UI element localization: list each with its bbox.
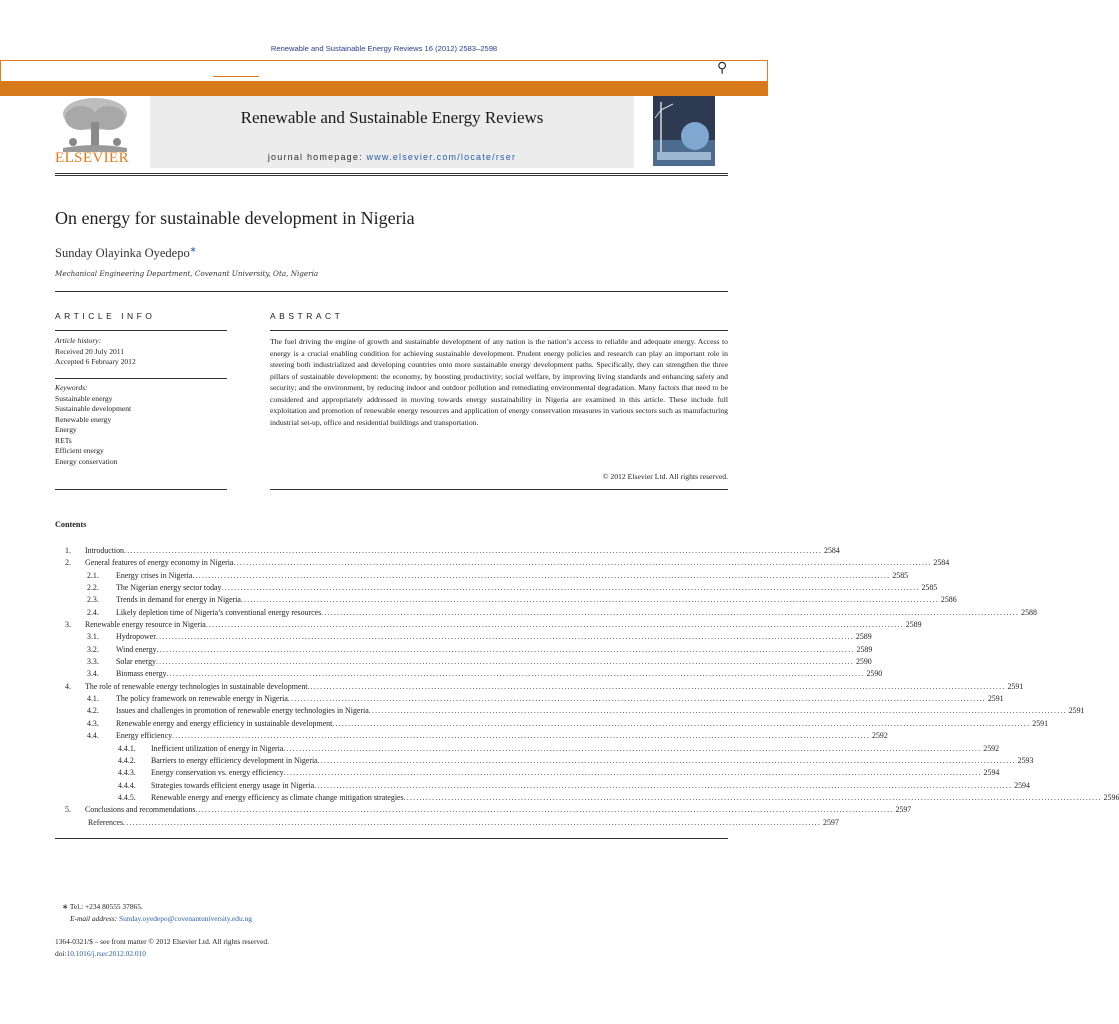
toc-leader: ............................................................................................................................................................................................................................ (287, 694, 986, 704)
accepted-date: Accepted 6 February 2012 (55, 357, 136, 366)
toc-number: 3.4. (87, 669, 99, 679)
keyword-item: Efficient energy (55, 446, 104, 455)
keywords-label: Keywords: (55, 383, 88, 392)
section-rule (55, 291, 728, 292)
contents-rule (55, 838, 728, 839)
keywords-list (55, 394, 227, 468)
toc-title: Energy crises in Nigeria (116, 570, 193, 580)
article-history (55, 336, 227, 368)
toc-page-number: 2592 (983, 743, 1000, 753)
toc-leader: ............................................................................................................................................................................................................................ (403, 792, 1102, 802)
toc-number: 4.4.5. (118, 792, 136, 802)
toc-title: The role of renewable energy technologies in sustainable development (85, 681, 308, 691)
toc-title: Trends in demand for energy in Nigeria (116, 595, 241, 605)
toc-leader: ............................................................................................................................................................................................................................ (205, 620, 904, 630)
toc-page-number: 2589 (905, 620, 922, 630)
doi-link[interactable]: 10.1016/j.rser.2012.02.010 (66, 949, 146, 958)
toc-number: 3.3. (87, 657, 99, 667)
header-frame (0, 60, 768, 82)
received-date: Received 20 July 2011 (55, 346, 125, 356)
toc-page-number: 2596 (1103, 792, 1119, 802)
toc-entry[interactable] (55, 767, 1000, 779)
footnote-mark: ∗ (62, 902, 69, 911)
author-name: Sunday Olayinka Oyedepo (55, 246, 190, 261)
toc-number: 4.3. (87, 718, 99, 728)
keywords-block (55, 383, 227, 467)
article-info-heading: ARTICLE INFO (55, 311, 156, 321)
elsevier-tree-logo (55, 96, 135, 154)
toc-page-number: 2593 (1017, 755, 1034, 765)
toc-number: 1. (65, 546, 71, 555)
header-underline (213, 76, 259, 77)
journal-title: Renewable and Sustainable Energy Reviews (240, 108, 544, 127)
author-affiliation: Mechanical Engineering Department, Covenant University, Ota, Nigeria (55, 269, 319, 278)
toc-entry[interactable] (55, 730, 888, 742)
toc-title: Wind energy (116, 644, 157, 654)
publisher-name: ELSEVIER (55, 150, 130, 166)
toc-leader: ............................................................................................................................................................................................................................ (233, 558, 932, 568)
email-link[interactable]: Sunday.oyedepo@covenantuniversity.edu.ng (119, 914, 252, 923)
toc-number: 3.2. (87, 644, 99, 654)
toc-number: 4.4.4. (118, 780, 136, 790)
toc-title: General features of energy economy in Nigeria (85, 558, 234, 568)
toc-page-number: 2586 (940, 595, 957, 605)
toc-number: 4.4.1. (118, 743, 136, 753)
toc-leader: ............................................................................................................................................................................................................................ (332, 718, 1031, 728)
toc-page-number: 2584 (824, 546, 840, 555)
toc-entry[interactable] (55, 705, 1085, 717)
toc-title: Inefficient utilization of energy in Nigeria (151, 743, 284, 753)
toc-entry[interactable] (55, 718, 1049, 730)
toc-entry[interactable] (55, 755, 1034, 767)
toc-leader: ............................................................................................................................................................................................................................ (368, 706, 1067, 716)
toc-leader: ............................................................................................................................................................................................................................ (314, 780, 1013, 790)
toc-number: 4.1. (87, 694, 99, 704)
toc-entry[interactable] (55, 582, 938, 594)
homepage-link[interactable]: www.elsevier.com/locate/rser (366, 152, 517, 162)
author-footnote-mark[interactable]: ∗ (189, 245, 197, 254)
toc-number: 4.4.3. (118, 768, 136, 778)
toc-entry[interactable] (55, 817, 839, 829)
history-label: Article history: (55, 336, 102, 345)
toc-entry[interactable] (55, 743, 1000, 755)
toc-page-number: 2591 (1007, 681, 1024, 691)
toc-leader: ............................................................................................................................................................................................................................ (124, 546, 822, 555)
toc-number: 3. (65, 620, 71, 630)
toc-title: Hydropower (116, 632, 156, 642)
toc-page-number: 2590 (866, 669, 883, 679)
toc-title: The Nigerian energy sector today (116, 583, 222, 593)
article-title: On energy for sustainable development in Nigeria (55, 208, 415, 228)
issn-line: 1364-0321/$ – see front matter © 2012 Elsevier Ltd. All rights reserved. (55, 937, 269, 946)
keyword-item: Renewable energy (55, 414, 112, 424)
toc-entry[interactable] (55, 570, 909, 582)
abstract-rule (270, 330, 728, 331)
toc-entry[interactable] (55, 607, 1037, 619)
toc-leader: ............................................................................................................................................................................................................................ (317, 755, 1016, 765)
doi-label: doi: (55, 949, 67, 958)
toc-page-number: 2594 (983, 768, 1000, 778)
toc-number: 2.3. (87, 595, 99, 605)
toc-title: Renewable energy resource in Nigeria (85, 620, 206, 630)
toc-page-number: 2584 (933, 558, 950, 568)
toc-page-number: 2597 (895, 805, 912, 815)
toc-entry[interactable] (55, 668, 883, 680)
toc-title: Likely depletion time of Nigeria’s conventional energy resources (116, 607, 322, 617)
toc-title: References (88, 817, 124, 827)
keyword-item: RETs (55, 435, 72, 445)
accent-bar (0, 82, 768, 96)
toc-title: Renewable energy and energy efficiency as climate change mitigation strategies (151, 792, 404, 802)
journal-citation: Renewable and Sustainable Energy Reviews 16 (2012) 2583–2598 (270, 44, 498, 53)
toc-leader: ............................................................................................................................................................................................................................ (155, 632, 854, 642)
contents-heading: Contents (55, 520, 87, 529)
toc-leader: ............................................................................................................................................................................................................................ (221, 583, 920, 593)
abstract-heading: ABSTRACT (270, 311, 344, 321)
author-line (55, 245, 196, 261)
toc-entry[interactable] (55, 804, 912, 816)
toc-number: 5. (65, 805, 71, 815)
toc-leader: ............................................................................................................................................................................................................................ (123, 817, 822, 827)
toc-leader: ............................................................................................................................................................................................................................ (166, 669, 865, 679)
toc-title: Strategies towards efficient energy usage in Nigeria (151, 780, 315, 790)
toc-number: 3.1. (87, 632, 99, 642)
toc-entry[interactable] (55, 780, 1030, 792)
toc-entry[interactable] (55, 594, 957, 606)
toc-title: Renewable energy and energy efficiency in sustainable development (116, 718, 333, 728)
toc-leader: ............................................................................................................................................................................................................................ (156, 644, 855, 654)
toc-page-number: 2589 (856, 644, 873, 654)
toc-number: 2.2. (87, 583, 99, 593)
toc-number: 2.4. (87, 607, 99, 617)
toc-leader: ............................................................................................................................................................................................................................ (155, 657, 854, 667)
toc-leader: ............................................................................................................................................................................................................................ (195, 805, 894, 815)
author-footnote (62, 902, 143, 911)
toc-page-number: 2589 (855, 632, 872, 642)
toc-entry[interactable] (55, 644, 873, 656)
toc-entry[interactable] (55, 681, 1024, 693)
homepage-label: journal homepage: (267, 152, 367, 162)
keyword-item: Energy (55, 425, 77, 434)
header-rule (55, 173, 728, 174)
keyword-item: Sustainable energy (55, 393, 113, 403)
toc-page-number: 2597 (823, 817, 839, 827)
toc-page-number: 2590 (855, 657, 872, 667)
toc-leader: ............................................................................................................................................................................................................................ (321, 607, 1020, 617)
header-icon: ⚲ (717, 60, 728, 76)
abstract-copyright: © 2012 Elsevier Ltd. All rights reserved. (602, 472, 728, 481)
article-info-rule (55, 330, 227, 331)
toc-page-number: 2594 (1014, 780, 1030, 790)
toc-leader: ............................................................................................................................................................................................................................ (283, 768, 982, 778)
toc-leader: ............................................................................................................................................................................................................................ (307, 681, 1006, 691)
toc-title: Energy efficiency (116, 731, 173, 741)
toc-entry[interactable] (55, 656, 872, 668)
toc-page-number: 2585 (892, 570, 909, 580)
toc-title: Solar energy (116, 657, 156, 667)
toc-number: 2. (65, 558, 71, 568)
toc-entry[interactable] (55, 693, 1004, 705)
toc-leader: ............................................................................................................................................................................................................................ (192, 570, 891, 580)
toc-page-number: 2592 (872, 731, 888, 741)
email-label: E-mail address: (70, 914, 118, 923)
keywords-rule (55, 489, 227, 490)
toc-title: Biomass energy (116, 669, 167, 679)
toc-title: The policy framework on renewable energy in Nigeria (116, 694, 288, 704)
abstract-text: The fuel driving the engine of growth and sustainable development of any nation is the nation’s access to reliable and adequate energy. Access to energy is a crucial enabling condition for achieving sustainable development. Prudent energy policies and research can play an important role in steering both industrialized and developing countries onto more sustainable energy development paths. Specifically, they can strengthen the three pillars of sustainable development: the economy, by boosting productivity; social welfare, by improving living standards and enhancing safety and security; and the environment, by reducing indoor and outdoor pollution and remediating environmental degradation. Many factors that need to be considered and appropriately addressed in moving towards energy sustainability in Nigeria are examined in this article. These include full exploitation and promotion of renewable energy resources and application of energy conservation measures in various sectors such as manufacturing industrial set-up, office and residential buildings and transportation. (270, 337, 728, 427)
toc-title: Conclusions and recommendations (85, 805, 196, 815)
toc-number: 2.1. (87, 570, 99, 580)
toc-leader: ............................................................................................................................................................................................................................ (240, 595, 939, 605)
toc-title: Introduction (85, 546, 125, 555)
doi-line (55, 949, 146, 958)
abstract-end-rule (270, 489, 728, 490)
history-rule (55, 378, 227, 379)
journal-cover-image (653, 96, 715, 166)
toc-entry[interactable] (55, 557, 950, 569)
toc-entry[interactable] (55, 545, 840, 557)
toc-entry[interactable] (55, 619, 922, 631)
toc-number: 4.2. (87, 706, 99, 716)
toc-page-number: 2585 (921, 583, 938, 593)
toc-number: 4. (65, 681, 71, 691)
toc-number: 4.4.2. (118, 755, 136, 765)
toc-leader: ............................................................................................................................................................................................................................ (283, 743, 982, 753)
keyword-item: Sustainable development (55, 404, 132, 413)
toc-page-number: 2591 (1068, 706, 1085, 716)
toc-page-number: 2591 (987, 694, 1004, 704)
toc-entry[interactable] (55, 631, 872, 643)
keyword-item: Energy conservation (55, 456, 118, 466)
footnote-tel: Tel.: +234 80555 37865. (69, 902, 143, 911)
header-rule-double (55, 175, 728, 176)
footnote-email-line (70, 914, 252, 923)
toc-page-number: 2588 (1021, 607, 1037, 617)
toc-page-number: 2591 (1032, 718, 1049, 728)
table-of-contents (55, 545, 1119, 829)
toc-title: Issues and challenges in promotion of renewable energy technologies in Nigeria (116, 706, 369, 716)
toc-title: Energy conservation vs. energy efficiency (151, 768, 284, 778)
toc-title: Barriers to energy efficiency development in Nigeria (151, 755, 318, 765)
toc-number: 4.4. (87, 731, 99, 741)
journal-homepage (150, 152, 634, 162)
toc-leader: ............................................................................................................................................................................................................................ (172, 731, 870, 741)
toc-entry[interactable] (55, 792, 1119, 804)
